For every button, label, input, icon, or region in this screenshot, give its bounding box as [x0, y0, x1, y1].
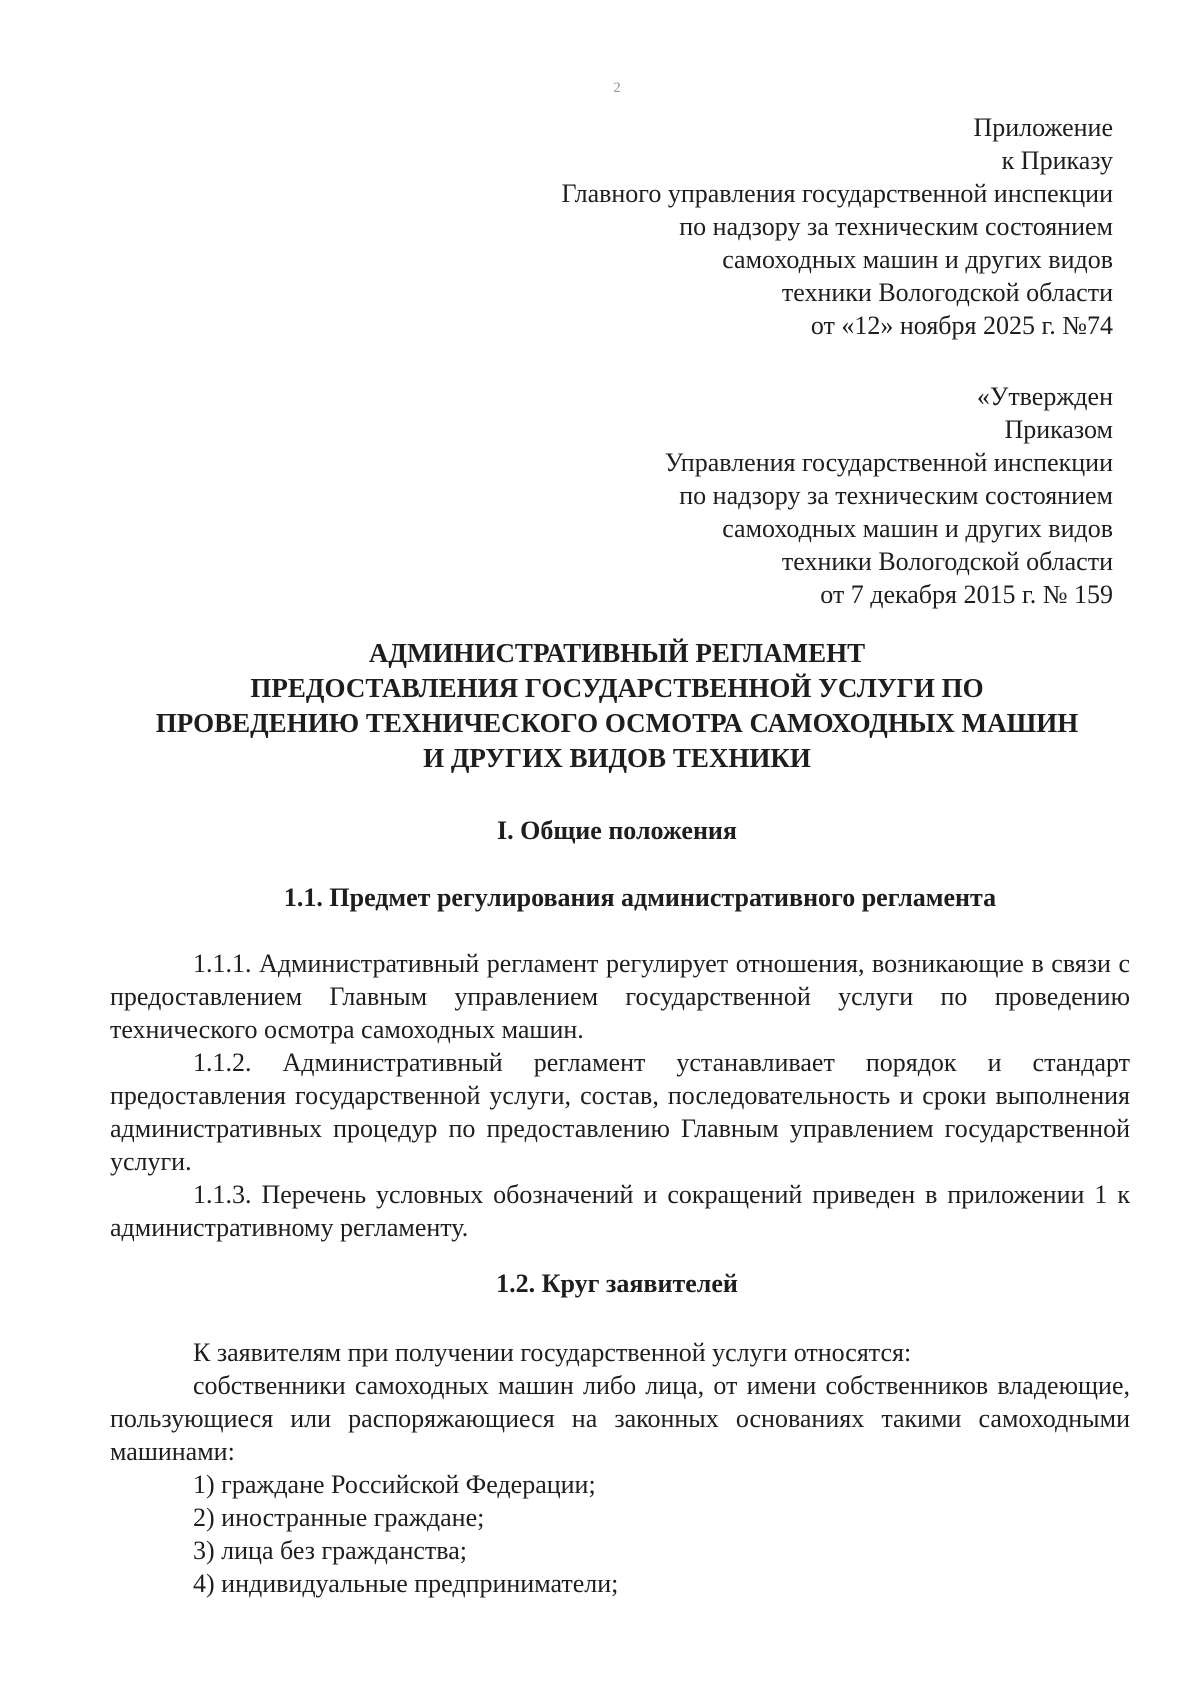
appendix-line: по надзору за техническим состоянием	[679, 212, 1113, 241]
paragraph: 1.1.1. Административный регламент регулирует отношения, возникающие в связи с предоставлением Главным управлением государственной услуги по проведению технического осмотра самоходных машин.	[110, 949, 1130, 1044]
title-line: И ДРУГИХ ВИДОВ ТЕХНИКИ	[423, 743, 811, 773]
approved-line: Управления государственной инспекции	[664, 448, 1113, 477]
approved-date-line: от 7 декабря 2015 г. № 159	[820, 580, 1113, 609]
appendix-line: техники Вологодской области	[781, 278, 1113, 307]
approved-line: по надзору за техническим состоянием	[679, 481, 1113, 510]
list-item: 2) иностранные граждане;	[193, 1503, 485, 1532]
subsection-heading: 1.1. Предмет регулирования административного регламента	[283, 883, 997, 912]
document-title	[0, 636, 1200, 776]
appendix-date-line: от «12» ноября 2025 г. №74	[810, 311, 1113, 340]
approved-line: самоходных машин и других видов	[722, 514, 1113, 543]
subsection-body	[110, 947, 1130, 1244]
title-line: ПРОВЕДЕНИЮ ТЕХНИЧЕСКОГО ОСМОТРА САМОХОДНЫХ МАШИН	[155, 708, 1079, 738]
list-item: 3) лица без гражданства;	[193, 1536, 467, 1565]
appendix-line: к Приказу	[1001, 146, 1113, 175]
paragraph: К заявителям при получении государственной услуги относятся:	[193, 1338, 912, 1367]
approved-line: Приказом	[1004, 415, 1113, 444]
paragraph: 1.1.3. Перечень условных обозначений и сокращений приведен в приложении 1 к административному регламенту.	[110, 1180, 1130, 1242]
appendix-line: самоходных машин и других видов	[722, 245, 1113, 274]
list-item: 4) индивидуальные предприниматели;	[193, 1569, 619, 1598]
subsection-heading: 1.2. Круг заявителей	[496, 1269, 738, 1298]
approved-line: «Утвержден	[976, 382, 1113, 411]
page-number: 2	[613, 80, 621, 96]
appendix-line: Приложение	[973, 113, 1113, 142]
paragraph: собственники самоходных машин либо лица, от имени собственников владеющие, пользующиеся или распоряжающиеся на законных основаниях такими самоходными машинами:	[110, 1371, 1130, 1466]
appendix-line: Главного управления государственной инспекции	[561, 179, 1113, 208]
approved-block	[665, 380, 1113, 611]
list-item: 1) граждане Российской Федерации;	[193, 1470, 596, 1499]
subsection-body	[110, 1336, 1130, 1600]
paragraph: 1.1.2. Административный регламент устанавливает порядок и стандарт предоставления государственной услуги, состав, последовательность и сроки выполнения административных процедур по предоставлению Главным управлением государственной услуги.	[110, 1048, 1130, 1176]
section-heading: I. Общие положения	[497, 816, 737, 845]
title-line: ПРЕДОСТАВЛЕНИЯ ГОСУДАРСТВЕННОЙ УСЛУГИ ПО	[250, 673, 984, 703]
appendix-block	[562, 111, 1113, 342]
title-line: АДМИНИСТРАТИВНЫЙ РЕГЛАМЕНТ	[368, 638, 866, 668]
approved-line: техники Вологодской области	[781, 547, 1113, 576]
